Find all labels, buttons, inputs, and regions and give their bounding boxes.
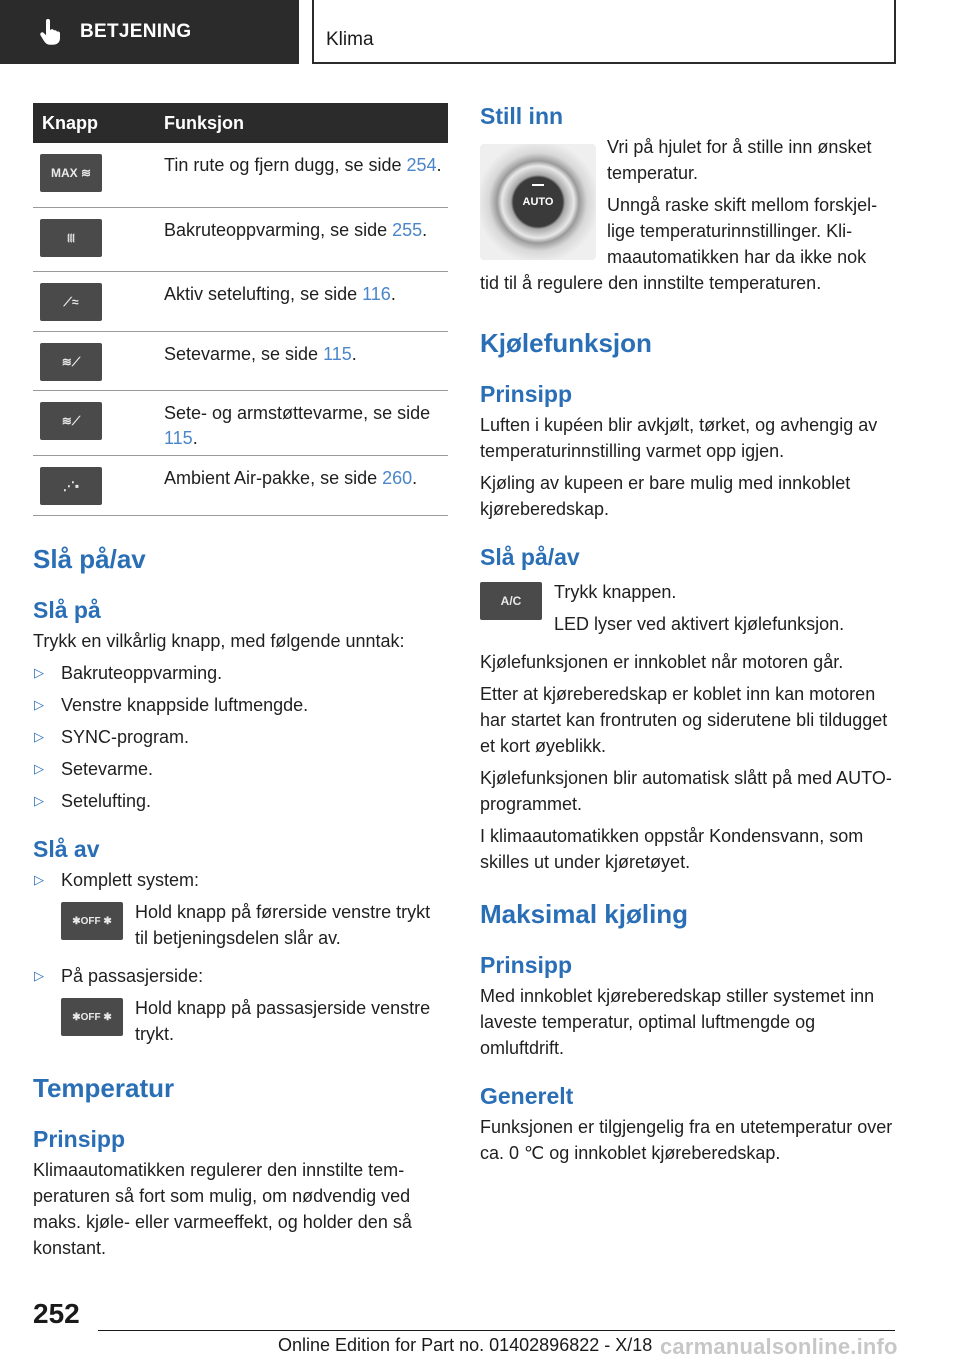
cooling-text-3: Kjølefunksjonen er innkoblet når motoren går. xyxy=(480,652,844,672)
triangle-bullet-icon: ▷ xyxy=(34,697,44,712)
heading-cooling: Kjølefunksjon xyxy=(480,328,652,358)
table-cell: Setevarme, se side 115. xyxy=(164,344,357,364)
temperature-text: Klimaautomatikken regulerer den innstilte temperaturen så fort som mulig, om nødvendig ved maks. kjøle- eller varmeeffekt, og holder den så konstant. xyxy=(33,1160,412,1258)
max-cooling-text: Med innkoblet kjøreberedskap stiller systemet inn laveste temperatur, optimal luftmengde og omluftdrift. xyxy=(480,986,875,1058)
list-item: ▷ Bakruteoppvarming. xyxy=(33,660,448,686)
rear-defrost-icon: ⧙⧙⧙ xyxy=(40,219,102,257)
off-instruction xyxy=(61,899,448,951)
left-column xyxy=(33,103,448,1261)
temperature-knob-image: AUTO xyxy=(480,144,596,260)
page-link[interactable]: 115 xyxy=(164,428,193,448)
heading-on-off: Slå på/av xyxy=(33,544,146,574)
chapter-title: Klima xyxy=(326,29,374,50)
table-cell: Sete- og armstøttevarme, se side 115. xyxy=(164,403,431,448)
table-row xyxy=(33,456,448,516)
cooling-text-1: Luften i kupéen blir avkjølt, tørket, og avhengig av temperaturinnstilling varmet opp igjen. xyxy=(480,415,878,461)
heading-max-cooling: Maksimal kjøling xyxy=(480,899,689,929)
list-item: ▷ Komplett system: xyxy=(33,867,448,893)
triangle-bullet-icon: ▷ xyxy=(34,665,44,680)
set-text-2: Unngå raske skift mellom forskjellige temperaturinnstillinger. Klimaautomatikken har da ikke nok xyxy=(607,195,878,267)
triangle-bullet-icon: ▷ xyxy=(34,968,44,983)
page-link[interactable]: 254 xyxy=(406,155,437,175)
page-link[interactable]: 260 xyxy=(382,468,413,488)
seat-ventilation-icon: ⟋≈ xyxy=(40,283,102,321)
triangle-bullet-icon: ▷ xyxy=(34,872,44,887)
heading-principle: Prinsipp xyxy=(480,952,573,978)
triangle-bullet-icon: ▷ xyxy=(34,729,44,744)
page-link[interactable]: 255 xyxy=(392,220,423,240)
page-link[interactable]: 115 xyxy=(323,344,352,364)
set-text-1: Vri på hjulet for å stille inn ønsket temperatur. xyxy=(607,137,872,183)
cooling-text-5: Kjølefunksjonen blir automatisk slått på med AUTO-programmet. xyxy=(480,768,892,814)
seat-armrest-heating-icon: ≋⟋ xyxy=(40,402,102,440)
heading-temperature: Temperatur xyxy=(33,1073,175,1103)
set-text-3: tid til å regulere den innstilte temperaturen. xyxy=(480,273,822,293)
hand-pointer-icon xyxy=(38,19,62,45)
heading-general: Generelt xyxy=(480,1083,574,1109)
table-row xyxy=(33,208,448,272)
heading-set: Still inn xyxy=(480,103,564,129)
triangle-bullet-icon: ▷ xyxy=(34,761,44,776)
table-row xyxy=(33,391,448,456)
table-cell: Ambient Air-pakke, se side 260. xyxy=(164,468,418,488)
fan-off-icon: ✱ OFF ✱ xyxy=(61,902,123,940)
button-function-table xyxy=(33,103,448,516)
col-header-button: Knapp xyxy=(42,112,98,133)
max-defrost-icon: MAX ≋ xyxy=(40,154,102,192)
table-cell: Aktiv setelufting, se side 116. xyxy=(164,284,396,304)
list-item: ▷ Setevarme. xyxy=(33,756,448,782)
table-row xyxy=(33,332,448,391)
table-cell: Bakruteoppvarming, se side 255. xyxy=(164,220,428,240)
list-item: ▷ SYNC-program. xyxy=(33,724,448,750)
ac-text-2: LED lyser ved aktivert kjølefunksjon. xyxy=(554,614,845,634)
list-item: ▷ Setelufting. xyxy=(33,788,448,814)
table-row xyxy=(33,143,448,208)
ambient-air-icon: ⋰▪ xyxy=(40,467,102,505)
off-text-driver: Hold knapp på førerside venstre trykt til betjeningsdelen slår av. xyxy=(135,902,431,948)
cooling-text-6: I klimaautomatikken oppstår Kondensvann, som skilles ut under kjøretøyet. xyxy=(480,826,864,872)
table-cell: Tin rute og fjern dugg, se side 254. xyxy=(164,155,442,175)
cooling-text-2: Kjøling av kupeen er bare mulig med innkoblet kjøreberedskap. xyxy=(480,473,851,519)
off-instruction xyxy=(61,995,448,1047)
list-item: ▷ På passasjerside: xyxy=(33,963,448,989)
cooling-text-4: Etter at kjøreberedskap er koblet inn kan motoren har startet kan frontruten og siderutene bli tildugget et kort øyeblikk. xyxy=(480,684,888,756)
table-row xyxy=(33,272,448,332)
section-title: BETJENING xyxy=(80,21,192,42)
heading-principle: Prinsipp xyxy=(480,381,573,407)
seat-heating-icon: ≋⟋ xyxy=(40,343,102,381)
edition-note: Online Edition for Part no. 01402896822 - X/18 xyxy=(278,1335,653,1355)
section-tab xyxy=(0,0,299,64)
right-column xyxy=(480,103,895,1166)
ac-button-icon: A/C xyxy=(480,582,542,620)
page-number: 252 xyxy=(33,1298,80,1329)
ac-text-1: Trykk knappen. xyxy=(554,582,677,602)
list-item: ▷ Venstre knappside luftmengde. xyxy=(33,692,448,718)
fan-off-icon: ✱ OFF ✱ xyxy=(61,998,123,1036)
general-text: Funksjonen er tilgjengelig fra en utetemperatur over ca. 0 ℃ og innkoblet kjøreberedskap. xyxy=(480,1117,893,1163)
heading-on: Slå på xyxy=(33,597,101,623)
heading-off: Slå av xyxy=(33,836,100,862)
triangle-bullet-icon: ▷ xyxy=(34,793,44,808)
page-link[interactable]: 116 xyxy=(362,284,391,304)
on-text: Trykk en vilkårlig knapp, med følgende unntak: xyxy=(33,631,405,651)
watermark: carmanualsonline.info xyxy=(660,1334,898,1359)
heading-cooling-on-off: Slå på/av xyxy=(480,544,580,570)
off-text-passenger: Hold knapp på passasjerside venstre trykt. xyxy=(135,998,431,1044)
col-header-function: Funksjon xyxy=(164,112,244,133)
footer-divider xyxy=(98,1330,895,1331)
table-header xyxy=(33,103,448,143)
heading-principle: Prinsipp xyxy=(33,1126,126,1152)
chapter-tab xyxy=(312,0,896,64)
